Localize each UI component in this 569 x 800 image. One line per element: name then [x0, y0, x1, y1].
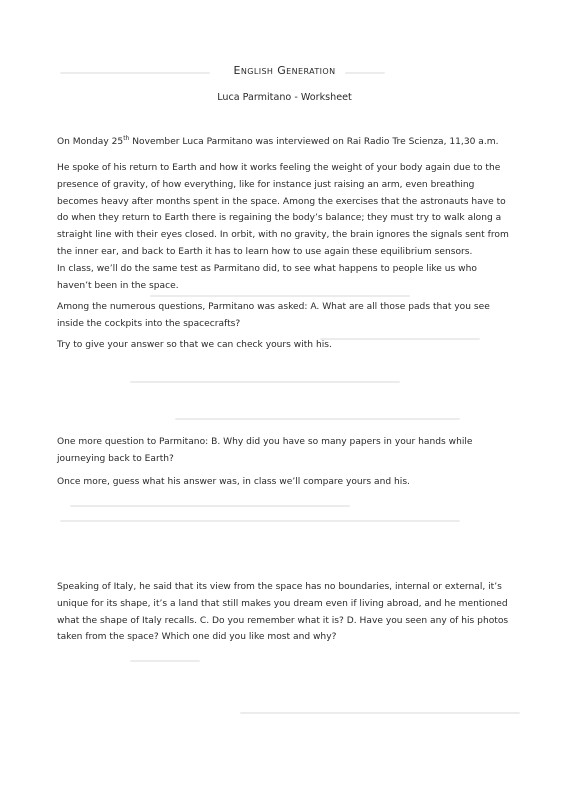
paragraph-interview-date-text-rest: November Luca Parmitano was interviewed on Rai Radio Tre Scienza, 11,30 a.m. — [129, 137, 499, 147]
scan-artifact-line — [130, 660, 200, 662]
paragraph-guess-prompt: Once more, guess what his answer was, in class we’ll compare yours and his. — [57, 477, 410, 487]
scan-artifact-line — [150, 295, 410, 297]
worksheet-title: English Generation — [233, 64, 336, 77]
paragraph-question-a: Among the numerous questions, Parmitano was asked: A. What are all those pads that you see inside the cockpits into the spacecrafts? — [57, 302, 490, 329]
paragraph-class-test: In class, we’ll do the same test as Parmitano did, to see what happens to people like us who haven’t been in the space. — [57, 264, 477, 291]
paragraph-interview-date-text: On Monday 25 — [57, 137, 124, 147]
paragraph-question-b: One more question to Parmitano: B. Why did you have so many papers in your hands while journeying back to Earth? — [57, 437, 473, 464]
scan-artifact-line — [175, 418, 460, 420]
scan-artifact-line — [130, 381, 400, 383]
paragraph-italy-questions: Speaking of Italy, he said that its view from the space has no boundaries, internal or external, it’s unique for its shape, it’s a land that still makes you dream even if living abroad, and he mentioned what the shape of Italy recalls. C. Do you remember what it is? D. Have you seen any of his photos taken from the space? Which one did you like most and why? — [57, 582, 509, 643]
paragraph-return-to-earth: He spoke of his return to Earth and how it works feeling the weight of your body again due to the presence of gravity, of how everything, like for instance just raising an arm, even breathing becomes heavy after months spent in the space. Among the exercises that the astronauts have to do when they return to Earth there is regaining the body’s balance; they must try to walk along a straight line with their eyes closed. In orbit, with no gravity, the brain ignores the signals sent from the inner ear, and back to Earth it has to learn how to use again these equilibrium sensors. — [57, 163, 509, 257]
scan-artifact-line — [240, 712, 520, 714]
worksheet-subtitle: Luca Parmitano - Worksheet — [217, 92, 352, 103]
scan-artifact-line — [60, 520, 460, 522]
ordinal-suffix: th — [123, 134, 130, 142]
scan-artifact-line — [70, 505, 350, 507]
paragraph-answer-prompt: Try to give your answer so that we can check yours with his. — [57, 340, 332, 350]
paragraph-interview-date — [57, 134, 513, 151]
